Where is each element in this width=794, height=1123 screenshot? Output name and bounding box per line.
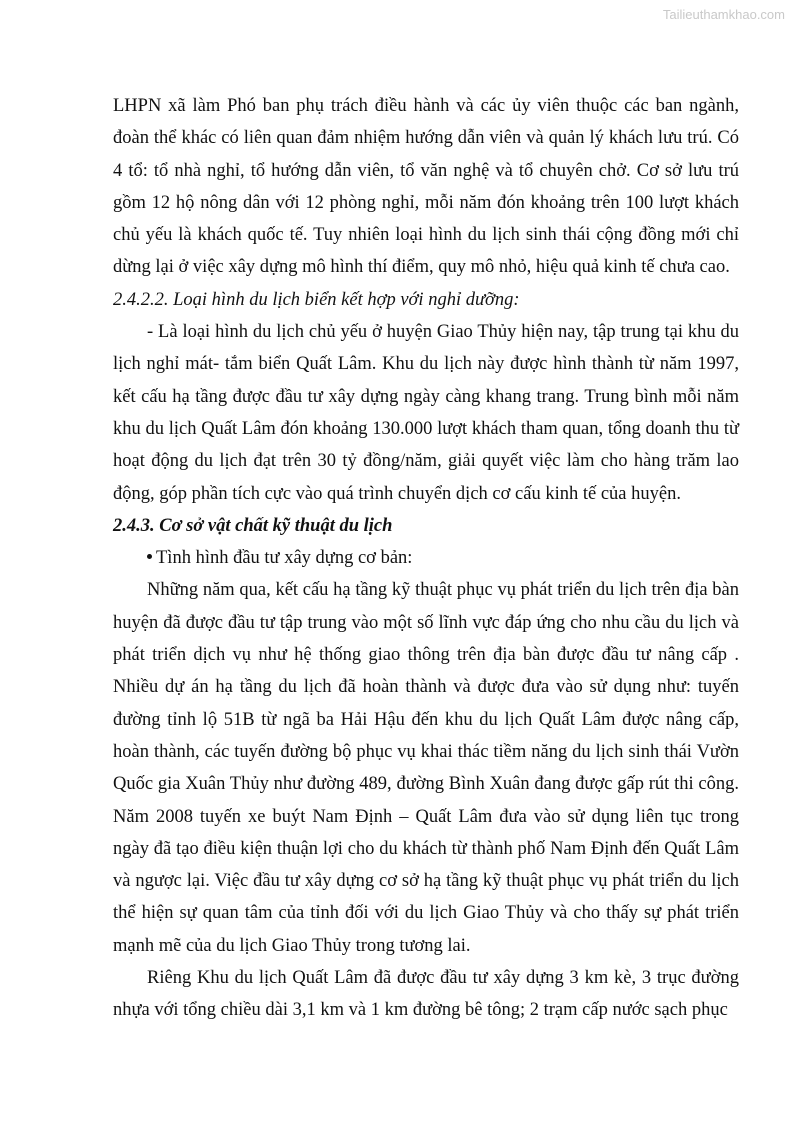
paragraph-quat-lam: Riêng Khu du lịch Quất Lâm đã được đầu tư xây dựng 3 km kè, 3 trục đường nhựa với tổng chiều dài 3,1 km và 1 km đường bê tông; 2 trạm cấp nước sạch phục [113, 968, 739, 1021]
bullet-text: Tình hình đầu tư xây dựng cơ bản: [156, 548, 413, 569]
document-body [113, 90, 739, 1027]
section-heading-2-4-2-2: 2.4.2.2. Loại hình du lịch biển kết hợp với nghỉ dưỡng: [113, 289, 520, 310]
paragraph-lhpn: LHPN xã làm Phó ban phụ trách điều hành và các ủy viên thuộc các ban ngành, đoàn thể khác có liên quan đảm nhiệm hướng dẫn viên và quản lý khách lưu trú. Có 4 tổ: tổ nhà nghỉ, tổ hướng dẫn viên, tổ văn nghệ và tổ chuyên chở. Cơ sở lưu trú gồm 12 hộ nông dân với 12 phòng nghỉ, mỗi năm đón khoảng trên 100 lượt khách chủ yếu là khách quốc tế. Tuy nhiên loại hình du lịch sinh thái cộng đồng mới chỉ dừng lại ở việc xây dựng mô hình thí điểm, quy mô nhỏ, hiệu quả kinh tế chưa cao. [113, 96, 739, 278]
bullet-item [113, 542, 739, 574]
section-heading-2-4-3: 2.4.3. Cơ sở vật chất kỹ thuật du lịch [113, 515, 393, 536]
watermark-text: Tailieuthamkhao.com [662, 7, 785, 22]
paragraph-infrastructure: Những năm qua, kết cấu hạ tầng kỹ thuật phục vụ phát triển du lịch trên địa bàn huyện đã được đầu tư tập trung vào một số lĩnh vực đáp ứng cho nhu cầu du lịch và phát triển dịch vụ như hệ thống giao thông trên địa bàn được đầu tư nâng cấp . Nhiều dự án hạ tầng du lịch đã hoàn thành và được đưa vào sử dụng như: tuyến đường tỉnh lộ 51B từ ngã ba Hải Hậu đến khu du lịch Quất Lâm được nâng cấp, hoàn thành, các tuyến đường bộ phục vụ khai thác tiềm năng du lịch sinh thái Vườn Quốc gia Xuân Thủy như đường 489, đường Bình Xuân đang được gấp rút thi công. Năm 2008 tuyến xe buýt Nam Định – Quất Lâm đưa vào sử dụng liên tục trong ngày đã tạo điều kiện thuận lợi cho du khách từ thành phố Nam Định đến Quất Lâm và ngược lại. Việc đầu tư xây dựng cơ sở hạ tầng kỹ thuật phục vụ phát triển du lịch thể hiện sự quan tâm của tỉnh đối với du lịch Giao Thủy và cho thấy sự phát triển mạnh mẽ của du lịch Giao Thủy trong tương lai. [113, 580, 739, 956]
paragraph-beach-tourism: - Là loại hình du lịch chủ yếu ở huyện Giao Thủy hiện nay, tập trung tại khu du lịch nghỉ mát- tắm biển Quất Lâm. Khu du lịch này được hình thành từ năm 1997, kết cấu hạ tầng được đầu tư xây dựng ngày càng khang trang. Trung bình mỗi năm khu du lịch Quất Lâm đón khoảng 130.000 lượt khách tham quan, tổng doanh thu từ hoạt động du lịch đạt trên 30 tỷ đồng/năm, giải quyết việc làm cho hàng trăm lao động, góp phần tích cực vào quá trình chuyển dịch cơ cấu kinh tế của huyện. [113, 322, 739, 504]
bullet-dot-icon [147, 554, 152, 559]
